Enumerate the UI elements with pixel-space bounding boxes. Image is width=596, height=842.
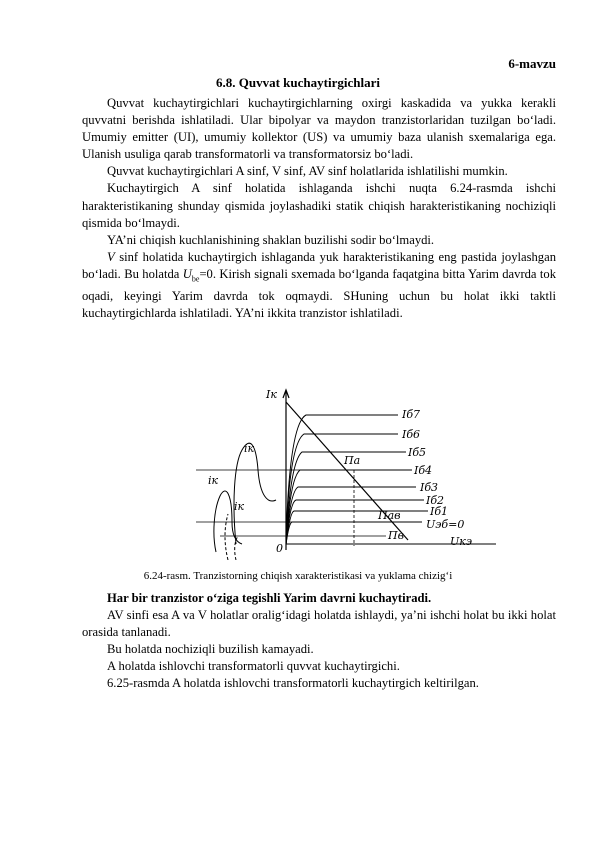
ik-axis-label: Iк xyxy=(266,388,277,401)
ib4-label: Iб4 xyxy=(414,464,433,477)
point-b-label: Пв xyxy=(388,529,404,542)
ib3-label: Iб3 xyxy=(420,481,439,494)
ib1-label: Iб1 xyxy=(430,505,449,518)
paragraph-class-a: Kuchaytirgich A sinf holatida ishlaganda ishchi nuqta 6.24-rasmda ishchi harakteristikaning shunday qismida joylashadiki statik chiqish harakteristikaning nochiziqli qismida bo‘lmaydi. xyxy=(82,181,556,230)
paragraph-class-v xyxy=(82,249,556,322)
curve-ib6 xyxy=(286,434,398,544)
waveform-dashed-2 xyxy=(225,514,228,560)
voltage-subscript: be xyxy=(191,274,200,284)
class-v-text-1: sinf holatida kuchaytirgich ishlaganda yuk harakteristikaning eng pastida joylashgan bo‘ladi. Bu holatda xyxy=(82,249,556,281)
ik-low2-label: iк xyxy=(234,500,245,513)
point-ab-label: Пaв xyxy=(378,509,401,522)
class-v-text-2: =0. Kirish signali sxemada bo‘lganda faqatgina bitta Yarim davrda tok oqadi, keyingi Yarim davrda tok oqmaydi. SHuning uchun bu holat ikki taktli kuchaytirgichlarda ishlatiladi. YA’ni ikkita tranzistor ishlatiladi. xyxy=(82,266,557,320)
paragraph-half-period: Har bir tranzistor o‘ziga tegishli Yarim davrni kuchaytiradi. xyxy=(107,591,432,605)
ik-lower-label: iк xyxy=(208,474,219,487)
paragraph-intro: Quvvat kuchaytirgichlari kuchaytirgichlarning oxirgi kaskadida va yukka kerakli quvvatni berishda ishlatiladi. Ular bipolyar va maydon tranzistorlaridan tuzilgan bo‘ladi. Umumiy emitter (UI), umumiy kollektor (US) va umumiy baza ulanish sxemalariga ega. Ulanish usuliga qarab transformatorli va transformatorsiz bo‘ladi. xyxy=(82,96,556,162)
section-title: 6.8. Quvvat kuchaytirgichlari xyxy=(216,75,380,90)
body-text-top xyxy=(82,95,556,322)
paragraph-class-ab: AV sinfi esa A va V holatlar oralig‘idagi holatda ishlaydi, ya’ni ishchi holat bu ikki holat orasida tanlanadi. xyxy=(82,608,556,640)
current-waveforms xyxy=(214,443,276,560)
class-v-letter: V xyxy=(107,249,115,264)
origin-label: 0 xyxy=(276,542,283,555)
ib6-label: Iб6 xyxy=(402,428,421,441)
ib2-label: Iб2 xyxy=(426,494,445,507)
paragraph-fig-625: 6.25-rasmda A holatda ishlovchi transformatorli kuchaytirgich keltirilgan. xyxy=(107,676,479,691)
paragraph-no-distortion: YA’ni chiqish kuchlanishining shaklan buzilishi sodir bo‘lmaydi. xyxy=(107,232,435,247)
paragraph-distortion-low: Bu holatda nochiziqli buzilish kamayadi. xyxy=(107,642,314,657)
waveform-class-a xyxy=(234,443,276,544)
point-a-label: Пa xyxy=(344,454,361,467)
output-characteristics-figure xyxy=(176,384,506,560)
topic-label: 6-mavzu xyxy=(508,56,556,71)
figure-caption: 6.24-rasm. Tranzistorning chiqish xarakteristikasi va yuklama chizig‘i xyxy=(143,570,453,582)
ib7-label: Iб7 xyxy=(402,408,421,421)
voltage-symbol: U xyxy=(182,266,192,281)
ib5-label: Iб5 xyxy=(408,446,427,459)
paragraph-transformer-amp: A holatda ishlovchi transformatorli quvvat kuchaytirgichi. xyxy=(107,659,400,674)
uke-label: Uкэ xyxy=(450,535,472,548)
ueb0-label: Uэб=0 xyxy=(426,518,465,531)
ik-upper-label: iк xyxy=(244,442,255,455)
paragraph-classes: Quvvat kuchaytirgichlari A sinf, V sinf, AV sinf holatlarida ishlatilishi mumkin. xyxy=(107,164,508,179)
body-text-bottom xyxy=(82,590,556,693)
